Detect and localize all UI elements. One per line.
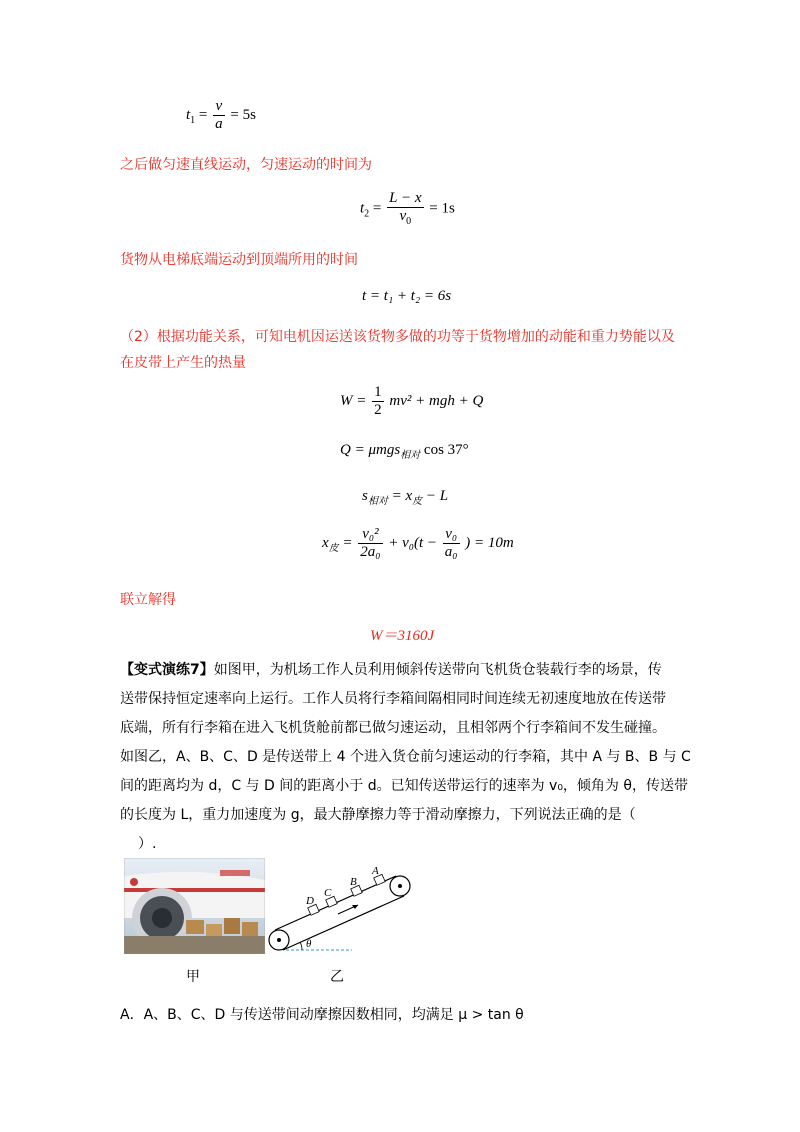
part2-text-line2: 在皮带上产生的热量 <box>120 355 246 371</box>
exercise-label: 【变式演练7】 <box>120 662 214 678</box>
part2-text-line1: （2）根据功能关系，可知电机因运送该货物多做的功等于货物增加的动能和重力势能以及 <box>120 329 675 345</box>
label-d: D <box>306 895 314 907</box>
equation-t1: $t_1$ = $\frac{v}{a}$ = 5s <box>186 98 256 133</box>
uniform-motion-text: 之后做匀速直线运动，匀速运动的时间为 <box>120 157 372 173</box>
exercise-line-1: 【变式演练7】如图甲，为机场工作人员利用倾斜传送带向飞机货仓装载行李的场景，传 <box>120 662 662 678</box>
exercise-line-6: 的长度为 L，重力加速度为 g，最大静摩擦力等于滑动摩擦力，下列说法正确的是（ <box>120 807 636 823</box>
exercise-paragraph <box>120 656 710 859</box>
equation-t: t = t₁ + t₂ = 6s <box>362 288 452 304</box>
exercise-line-4: 如图乙，A、B、C、D 是传送带上 4 个进入货仓前匀速运动的行李箱，其中 A 与 B、B 与 C <box>120 749 691 765</box>
equation-t2: $t_2$ = $\frac{L - x}{v_0}$ = 1s <box>360 190 455 228</box>
label-b: B <box>350 876 357 888</box>
total-time-text: 货物从电梯底端运动到顶端所用的时间 <box>120 252 358 268</box>
solve-text: 联立解得 <box>120 592 176 608</box>
equation-work: W = $\frac{1}{2}$ mv² + mgh + Q <box>340 384 484 419</box>
exercise-line-7: ）. <box>138 836 157 852</box>
diagram-caption: 乙 <box>330 969 344 985</box>
airport-photo <box>124 858 265 954</box>
photo-caption: 甲 <box>186 969 200 985</box>
exercise-line-3: 底端，所有行李箱在进入飞机货舱前都已做匀速运动，且相邻两个行李箱间不发生碰撞。 <box>120 720 666 736</box>
equation-heat: Q = μmgs$_{相对}$ cos 37° <box>340 442 469 461</box>
option-a: A．A、B、C、D 与传送带间动摩擦因数相同，均满足 μ > tan θ <box>120 1007 524 1023</box>
label-a: A <box>372 865 379 877</box>
equation-relative-displacement: $s_{相对} = x_皮 - L$ <box>362 488 449 507</box>
equation-belt-displacement: $x_皮$ = $\frac{\text{v₀²}}{\text{2a₀}}$ + v₀(t − $\frac{\text{v₀}}{\text{a₀}}$ ) = 10m <box>322 526 514 561</box>
result-equation: W＝3160J <box>370 628 435 644</box>
exercise-line-2: 送带保持恒定速率向上运行。工作人员将行李箱间隔相同时间连续无初速度地放在传送带 <box>120 691 666 707</box>
label-c: C <box>324 887 332 899</box>
exercise-line-5: 间的距离均为 d，C 与 D 间的距离小于 d。已知传送带运行的速率为 v₀，倾角为 θ，传送带 <box>120 778 688 794</box>
angle-label: θ <box>306 938 312 950</box>
conveyor-diagram <box>262 856 422 956</box>
